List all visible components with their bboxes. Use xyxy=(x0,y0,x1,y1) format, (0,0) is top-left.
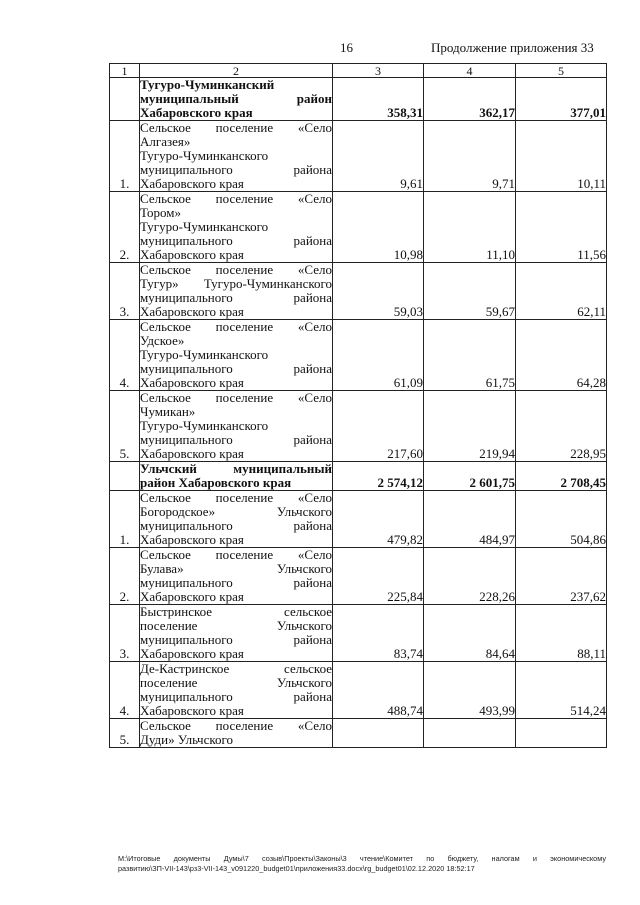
table-row xyxy=(110,391,607,462)
row-number: 4. xyxy=(110,662,140,719)
row-name-line: Ульчский муниципальный xyxy=(140,461,332,476)
row-name-line: Удское» xyxy=(140,333,185,348)
table-row xyxy=(110,605,607,662)
appendix-table xyxy=(109,63,607,748)
row-name-line: Хабаровского края xyxy=(140,105,253,120)
row-name-line: муниципального района xyxy=(140,632,332,647)
row-name-line: Хабаровского края xyxy=(140,589,244,604)
row-name-line: Хабаровского края xyxy=(140,247,244,262)
row-value: 504,86 xyxy=(516,491,607,548)
continuation-header: Продолжение приложения 33 xyxy=(431,40,594,55)
row-name-line: Сельское поселение «Село xyxy=(140,718,332,733)
row-number: 1. xyxy=(110,121,140,192)
row-value: 11,56 xyxy=(516,192,607,263)
row-name-line: муниципальный район xyxy=(140,91,332,106)
column-header: 1 xyxy=(110,64,140,78)
row-name-line: муниципального района xyxy=(140,361,332,376)
row-name-line: Сельское поселение «Село xyxy=(140,390,332,405)
row-value: 228,26 xyxy=(424,548,516,605)
row-name-line: Богородское» Ульчского xyxy=(140,504,332,519)
row-name-line: Быстринское сельское xyxy=(140,604,332,619)
row-value xyxy=(333,719,424,748)
row-name xyxy=(140,263,333,320)
row-name-line: муниципального района xyxy=(140,162,332,177)
row-number: 2. xyxy=(110,548,140,605)
row-value: 11,10 xyxy=(424,192,516,263)
row-name-line: муниципального района xyxy=(140,575,332,590)
row-value: 514,24 xyxy=(516,662,607,719)
row-value: 9,71 xyxy=(424,121,516,192)
table-row xyxy=(110,719,607,748)
row-name-line: Сельское поселение «Село xyxy=(140,262,332,277)
row-number xyxy=(110,462,140,491)
row-value: 237,62 xyxy=(516,548,607,605)
row-name-line: Сельское поселение «Село xyxy=(140,120,332,135)
row-name-line: Хабаровского края xyxy=(140,703,244,718)
column-header: 4 xyxy=(424,64,516,78)
row-name-line: Сельское поселение «Село xyxy=(140,547,332,562)
row-value: 2 574,12 xyxy=(333,462,424,491)
row-value: 484,97 xyxy=(424,491,516,548)
row-name xyxy=(140,121,333,192)
row-value: 84,64 xyxy=(424,605,516,662)
row-name-line: Хабаровского края xyxy=(140,532,244,547)
row-number: 5. xyxy=(110,391,140,462)
row-number: 3. xyxy=(110,605,140,662)
row-name xyxy=(140,192,333,263)
row-value: 62,11 xyxy=(516,263,607,320)
row-name-line: муниципального района xyxy=(140,518,332,533)
table-row xyxy=(110,192,607,263)
row-number xyxy=(110,78,140,121)
row-name-line: Тугуро-Чуминканского xyxy=(140,347,269,362)
row-number: 3. xyxy=(110,263,140,320)
row-name-line: Тугуро-Чуминканский xyxy=(140,77,275,92)
row-name-line: Хабаровского края xyxy=(140,446,244,461)
row-name-line: Алгазея» xyxy=(140,134,191,149)
row-value: 493,99 xyxy=(424,662,516,719)
row-name-line: Тугур» Тугуро-Чуминканского xyxy=(140,276,332,291)
row-value: 61,75 xyxy=(424,320,516,391)
row-value: 59,03 xyxy=(333,263,424,320)
row-value: 83,74 xyxy=(333,605,424,662)
row-value: 2 708,45 xyxy=(516,462,607,491)
row-name-line: Сельское поселение «Село xyxy=(140,490,332,505)
column-header-row xyxy=(110,64,607,78)
row-name xyxy=(140,320,333,391)
row-value: 225,84 xyxy=(333,548,424,605)
row-value: 377,01 xyxy=(516,78,607,121)
row-value: 59,67 xyxy=(424,263,516,320)
row-value: 64,28 xyxy=(516,320,607,391)
row-value: 358,31 xyxy=(333,78,424,121)
row-name xyxy=(140,391,333,462)
row-number: 4. xyxy=(110,320,140,391)
row-value: 88,11 xyxy=(516,605,607,662)
row-name-line: Сельское поселение «Село xyxy=(140,191,332,206)
row-name-line: Хабаровского края xyxy=(140,176,244,191)
row-name-line: муниципального района xyxy=(140,432,332,447)
row-name-line: Сельское поселение «Село xyxy=(140,319,332,334)
row-value xyxy=(516,719,607,748)
row-name-line: муниципального района xyxy=(140,689,332,704)
table-row xyxy=(110,263,607,320)
row-name xyxy=(140,719,333,748)
row-name-line: Тугуро-Чуминканского xyxy=(140,148,269,163)
row-name-line: Тугуро-Чуминканского xyxy=(140,418,269,433)
row-name-line: муниципального района xyxy=(140,233,332,248)
row-value: 362,17 xyxy=(424,78,516,121)
district-row xyxy=(110,462,607,491)
column-header: 5 xyxy=(516,64,607,78)
row-value: 10,11 xyxy=(516,121,607,192)
row-name-line: Тором» xyxy=(140,205,181,220)
row-value xyxy=(424,719,516,748)
row-name-line: Де-Кастринское сельское xyxy=(140,661,332,676)
row-name xyxy=(140,491,333,548)
row-number: 2. xyxy=(110,192,140,263)
row-name-line: Хабаровского края xyxy=(140,304,244,319)
row-name-line: Хабаровского края xyxy=(140,646,244,661)
row-value: 479,82 xyxy=(333,491,424,548)
column-header: 2 xyxy=(140,64,333,78)
row-name xyxy=(140,462,333,491)
row-value: 61,09 xyxy=(333,320,424,391)
table-row xyxy=(110,548,607,605)
table-row xyxy=(110,662,607,719)
row-name-line: Булава» Ульчского xyxy=(140,561,332,576)
row-value: 2 601,75 xyxy=(424,462,516,491)
row-name-line: Чумикан» xyxy=(140,404,196,419)
district-row xyxy=(110,78,607,121)
row-name-line: район Хабаровского края xyxy=(140,475,292,490)
row-name-line: Тугуро-Чуминканского xyxy=(140,219,269,234)
row-name-line: Хабаровского края xyxy=(140,375,244,390)
row-name-line: поселение Ульчского xyxy=(140,618,332,633)
page-number: 16 xyxy=(340,40,353,55)
row-number: 1. xyxy=(110,491,140,548)
footer-line: M:\Итоговые документы Думы\7 созыв\Проекты\Законы\3 чтение\Комитет по бюджету, налогам и экономическому xyxy=(118,854,606,863)
row-value: 217,60 xyxy=(333,391,424,462)
row-number: 5. xyxy=(110,719,140,748)
row-name-line: Дуди» Ульчского xyxy=(140,732,234,747)
row-name xyxy=(140,605,333,662)
row-name-line: муниципального района xyxy=(140,290,332,305)
row-value: 10,98 xyxy=(333,192,424,263)
row-name-line: поселение Ульчского xyxy=(140,675,332,690)
row-name xyxy=(140,78,333,121)
table-row xyxy=(110,491,607,548)
row-value: 9,61 xyxy=(333,121,424,192)
table-row xyxy=(110,121,607,192)
footer-line: развитию\ЗП-VII-143\рз3-VII-143_v091220_budget01\приложения33.docx\rg_budget01\02.12.2020 18:52:17 xyxy=(118,864,475,873)
row-name xyxy=(140,548,333,605)
table-row xyxy=(110,320,607,391)
column-header: 3 xyxy=(333,64,424,78)
file-path-footer xyxy=(118,854,606,874)
row-name xyxy=(140,662,333,719)
row-value: 228,95 xyxy=(516,391,607,462)
row-value: 219,94 xyxy=(424,391,516,462)
row-value: 488,74 xyxy=(333,662,424,719)
